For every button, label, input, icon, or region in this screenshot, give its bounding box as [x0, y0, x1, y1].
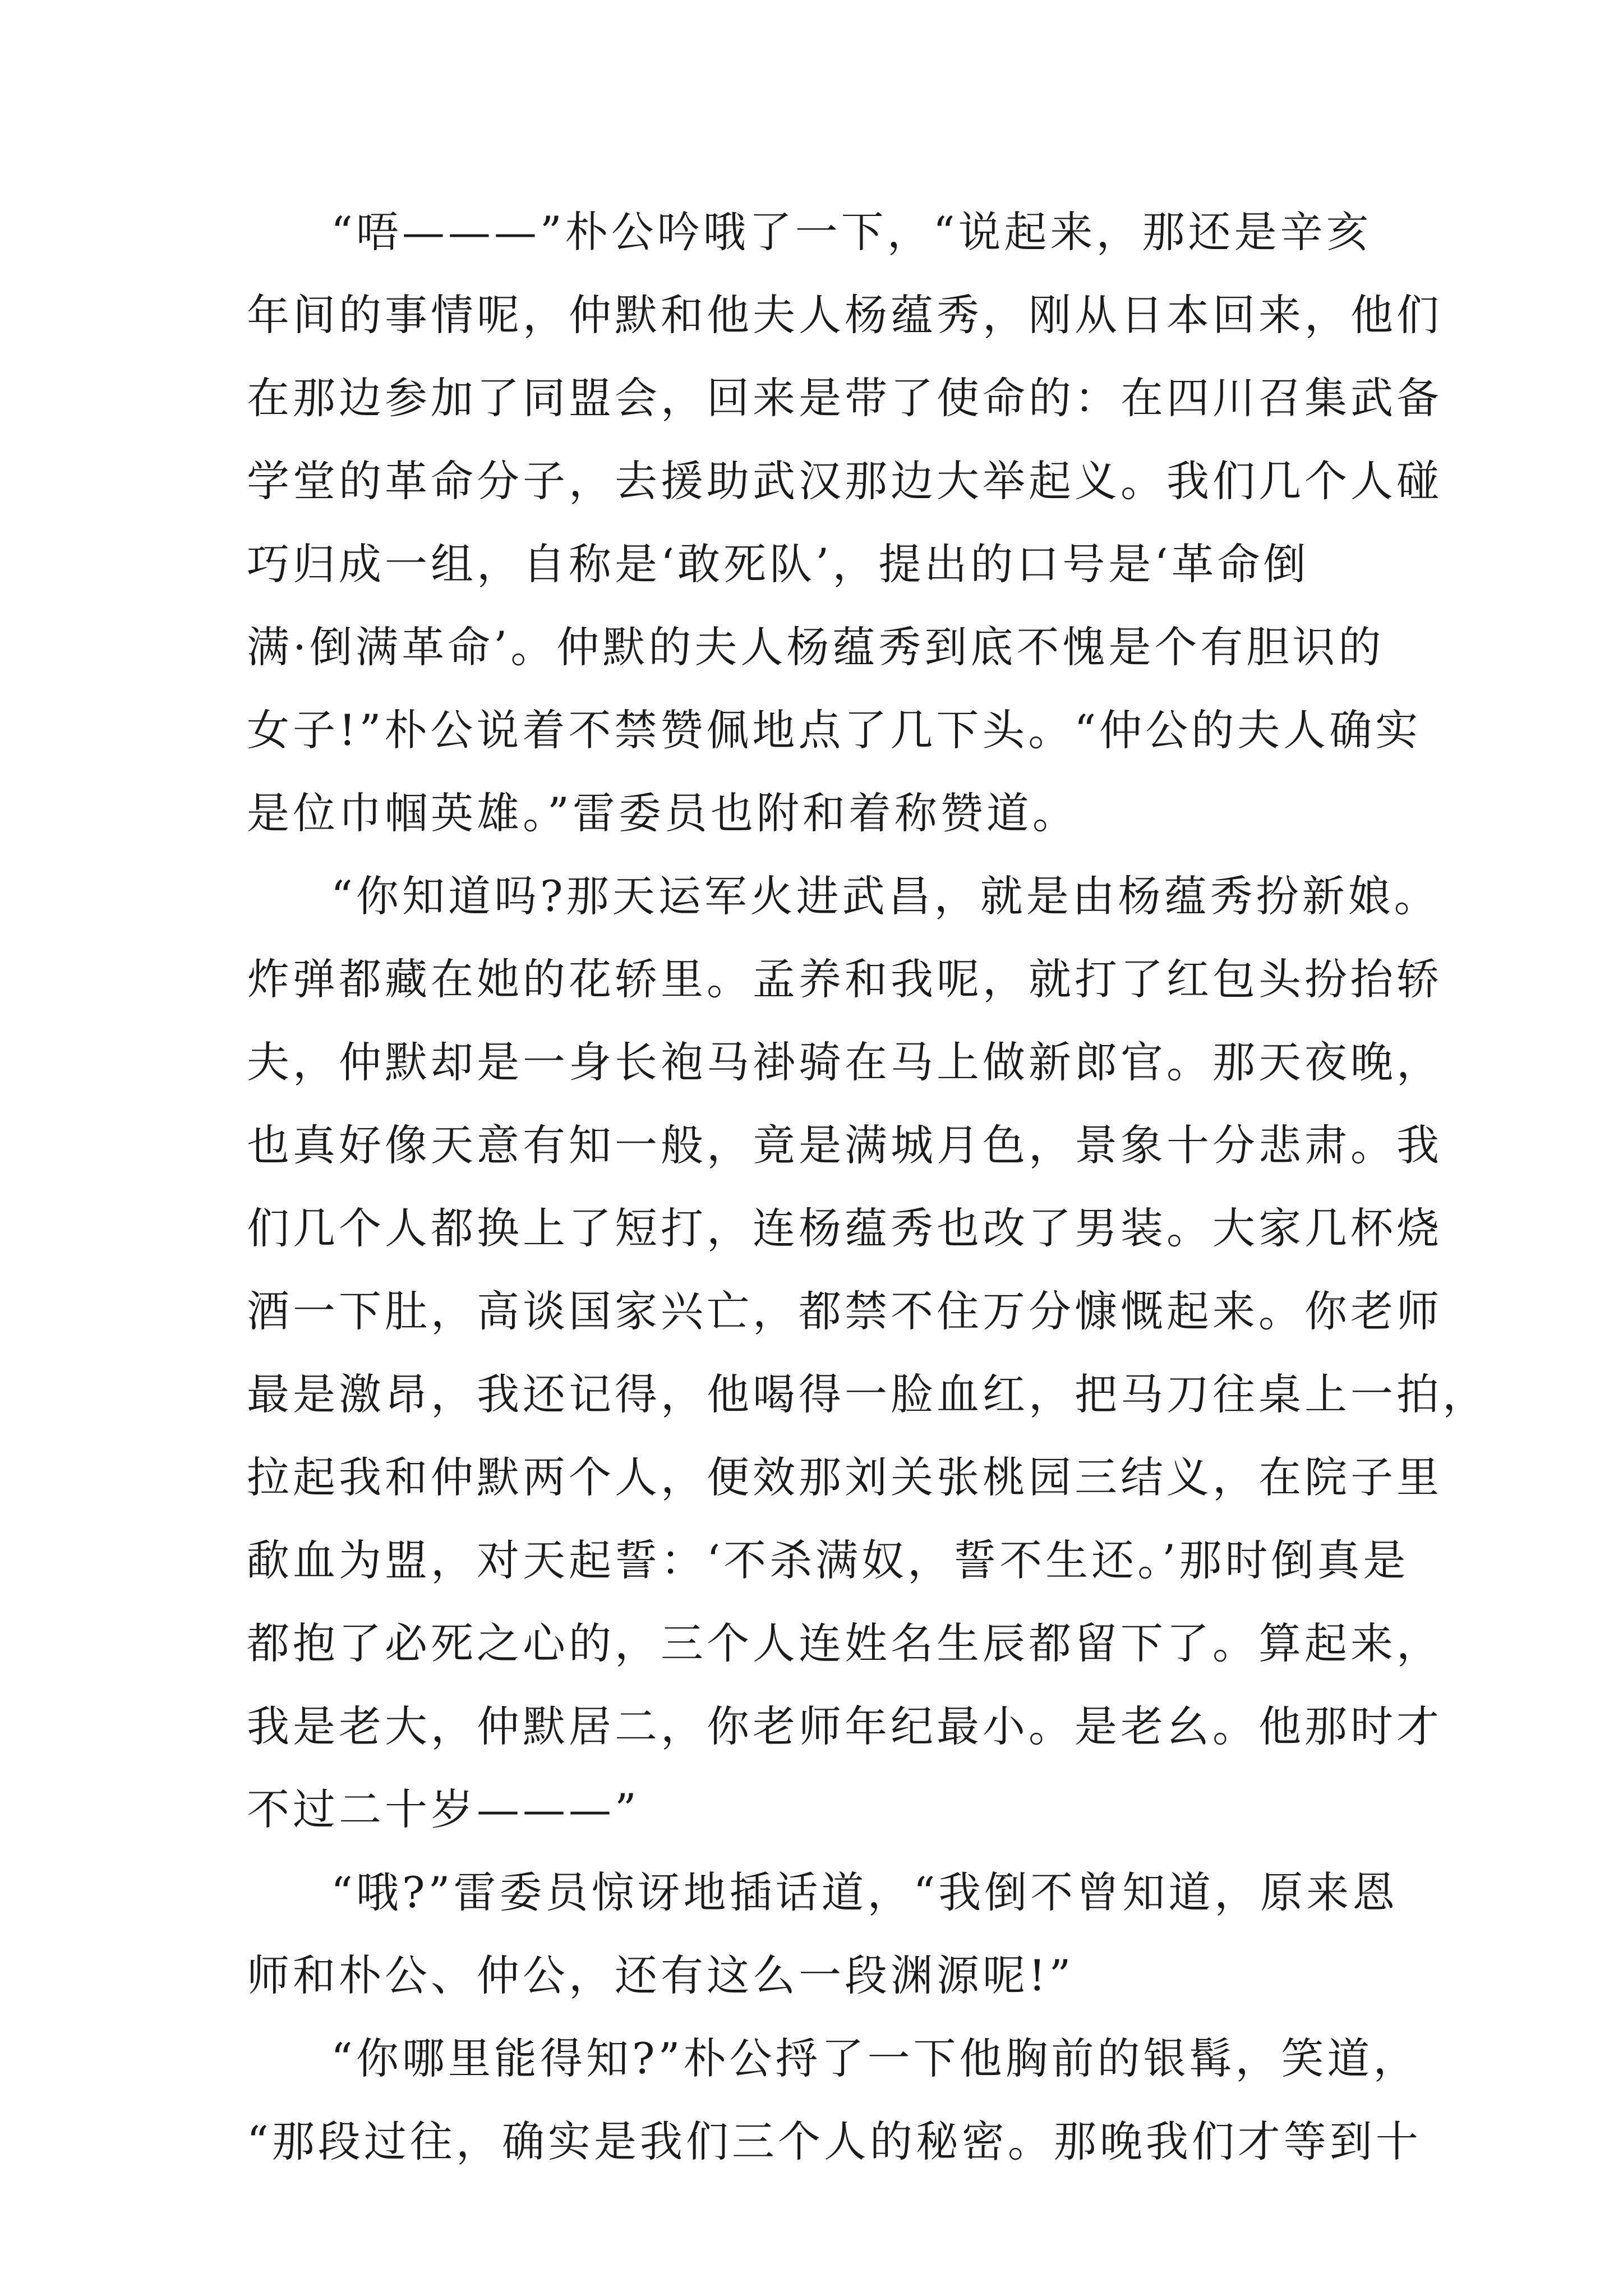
paragraph-line: 不过二十岁———” — [247, 1784, 640, 1834]
paragraph-line: 酒一下肚，高谈国家兴亡，都禁不住万分慷慨起来。你老师 — [247, 1286, 1442, 1336]
body-text — [247, 191, 1488, 2183]
paragraph-line: 也真好像天意有知一般，竟是满城月色，景象十分悲肃。我 — [247, 1120, 1442, 1170]
paragraph-line: 巧归成一组，自称是‘敢死队’，提出的口号是‘革命倒 — [247, 539, 1310, 589]
paragraph-line: 师和朴公、仲公，还有这么一段渊源呢!” — [247, 1950, 1075, 2000]
paragraph-line: “唔———”朴公吟哦了一下，“说起来，那还是辛亥 — [331, 207, 1372, 257]
paragraph-line: 女子!”朴公说着不禁赞佩地点了几下头。“仲公的夫人确实 — [247, 705, 1422, 755]
paragraph-line: “你知道吗?那天运军火进武昌，就是由杨蕴秀扮新娘。 — [331, 871, 1440, 921]
paragraph-line: “你哪里能得知?”朴公捋了一下他胸前的银髯，笑道， — [331, 2033, 1419, 2083]
paragraph-line: 炸弹都藏在她的花轿里。孟养和我呢，就打了红包头扮抬轿 — [247, 954, 1442, 1004]
paragraph-line: 都抱了必死之心的，三个人连姓名生辰都留下了。算起来， — [247, 1618, 1442, 1668]
paragraph-line: “哦?”雷委员惊讶地插话道，“我倒不曾知道，原来恩 — [331, 1867, 1399, 1917]
paragraph-line: 最是激昂，我还记得，他喝得一脸血红，把马刀往桌上一拍， — [247, 1369, 1488, 1419]
paragraph-line: 满·倒满革命’。仲默的夫人杨蕴秀到底不愧是个有胆识的 — [247, 622, 1385, 672]
paragraph-line: “那段过往，确实是我们三个人的秘密。那晚我们才等到十 — [247, 2116, 1422, 2166]
paragraph-line: 在那边参加了同盟会，回来是带了使命的：在四川召集武备 — [247, 373, 1442, 423]
paragraph-line: 我是老大，仲默居二，你老师年纪最小。是老幺。他那时才 — [247, 1701, 1442, 1751]
paragraph-line: 夫，仲默却是一身长袍马褂骑在马上做新郎官。那天夜晚， — [247, 1037, 1442, 1087]
paragraph-line: 是位巾帼英雄。”雷委员也附和着称赞道。 — [247, 788, 1078, 838]
paragraph-line: 拉起我和仲默两个人，便效那刘关张桃园三结义，在院子里 — [247, 1452, 1442, 1502]
paragraph-line: 歃血为盟，对天起誓：‘不杀满奴，誓不生还。’那时倒真是 — [247, 1535, 1409, 1585]
paragraph-line: 学堂的革命分子，去援助武汉那边大举起义。我们几个人碰 — [247, 456, 1442, 506]
paragraph-line: 年间的事情呢，仲默和他夫人杨蕴秀，刚从日本回来，他们 — [247, 290, 1442, 340]
paragraph-line: 们几个人都换上了短打，连杨蕴秀也改了男装。大家几杯烧 — [247, 1203, 1442, 1253]
